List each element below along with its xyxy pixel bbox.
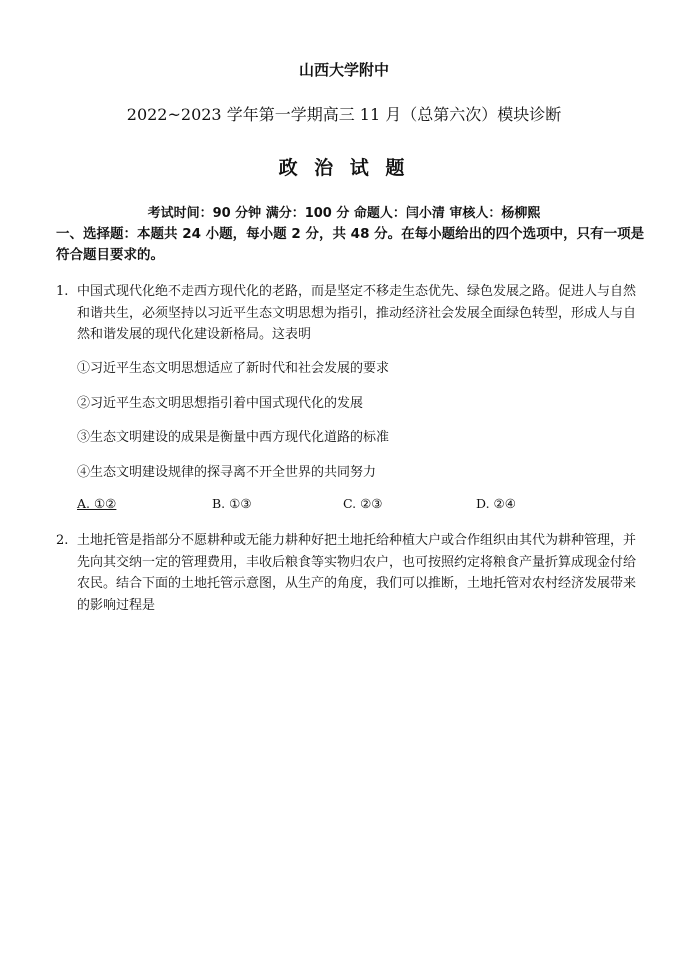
choice-c: C. ②③ xyxy=(343,496,383,511)
question-number: 1. xyxy=(56,284,69,299)
question-1 xyxy=(56,281,636,346)
statement-2: ②习近平生态文明思想指引着中国式现代化的发展 xyxy=(77,396,364,411)
subject-title: 政 治 试 题 xyxy=(278,157,410,179)
question-stem: 中国式现代化绝不走西方现代化的老路，而是坚定不移走生态优先、绿色发展之路。促进人与自然和谐共生，必须坚持以习近平生态文明思想为指引，推动经济社会发展全面绿色转型，形成人与自然和谐发展的现代化建设新格局。这表明 xyxy=(77,284,637,342)
choice-a: A. ①② xyxy=(77,496,117,511)
statement-3: ③生态文明建设的成果是衡量中西方现代化道路的标准 xyxy=(77,430,390,445)
statement-1: ①习近平生态文明思想适应了新时代和社会发展的要求 xyxy=(77,361,390,376)
exam-title: 2022~2023 学年第一学期高三 11 月（总第六次）模块诊断 xyxy=(126,105,562,124)
school-name: 山西大学附中 xyxy=(298,61,389,79)
section-instructions: 一、选择题：本题共 24 小题，每小题 2 分，共 48 分。在每小题给出的四个选项中，只有一项是符合题目要求的。 xyxy=(56,226,645,263)
exam-info: 考试时间：90 分钟 满分：100 分 命题人：闫小清 审核人：杨柳熙 xyxy=(147,206,541,221)
choice-d: D. ②④ xyxy=(476,496,516,511)
question-stem: 土地托管是指部分不愿耕种或无能力耕种好把土地托给种植大户或合作组织由其代为耕种管理，并先向其交纳一定的管理费用，丰收后粮食等实物归农户，也可按照约定将粮食产量折算成现金付给农民。结合下面的土地托管示意图，从生产的角度，我们可以推断，土地托管对农村经济发展带来的影响过程是 xyxy=(77,533,637,613)
question-2 xyxy=(56,530,636,616)
question-number: 2. xyxy=(56,533,69,548)
choice-b: B. ①③ xyxy=(212,496,252,511)
statement-4: ④生态文明建设规律的探寻离不开全世界的共同努力 xyxy=(77,465,377,480)
